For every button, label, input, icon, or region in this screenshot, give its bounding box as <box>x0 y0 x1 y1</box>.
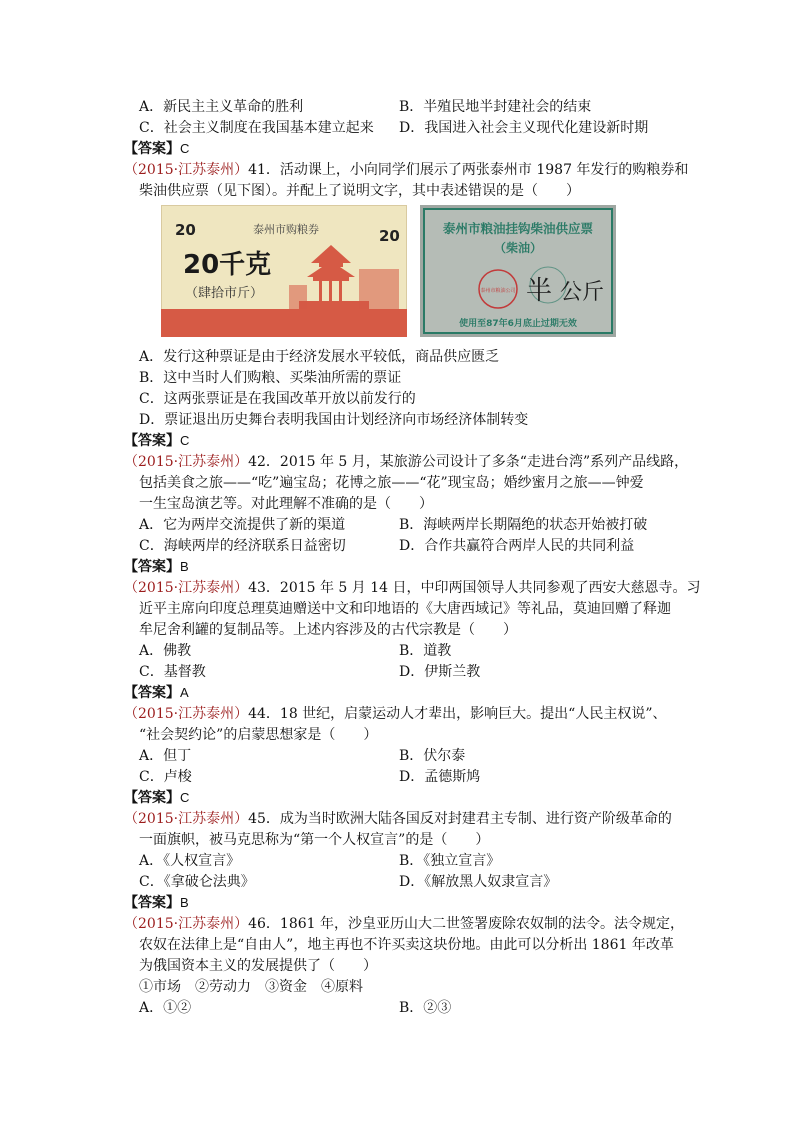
q43-answer <box>124 684 189 702</box>
q41-option-b: B．这中当时人们购粮、买柴油所需的票证 <box>139 370 402 386</box>
grain-coupon-denomination-left: 20 <box>175 221 196 239</box>
q40-option-a: A．新民主主义革命的胜利 <box>139 99 304 115</box>
q46-stem-line-2: 农奴在法律上是“自由人”，地主再也不许买卖这块份地。由此可以分析出 1861 年改革 <box>139 937 674 953</box>
q40-option-c: C．社会主义制度在我国基本建立起来 <box>139 120 374 136</box>
question-stem: 42．2015 年 5 月，某旅游公司设计了多条“走进台湾”系列产品线路， <box>248 454 689 470</box>
q42-answer <box>124 558 189 576</box>
q46-option-b: B．②③ <box>399 1000 452 1016</box>
grain-coupon-issuer: 泰州市购粮券 <box>253 223 319 236</box>
q41-answer <box>124 432 189 450</box>
diesel-ticket-title: 泰州市粮油挂钩柴油供应票 <box>442 221 594 236</box>
diesel-ticket-image <box>420 205 616 337</box>
q41-option-d: D．票证退出历史舞台表明我国由计划经济向市场经济体制转变 <box>139 412 529 428</box>
q44-option-a: A．但丁 <box>139 748 192 764</box>
answer-value: C <box>180 433 190 448</box>
q44-option-b: B．伏尔泰 <box>399 748 466 764</box>
q42-option-d: D．合作共赢符合两岸人民的共同利益 <box>399 538 635 554</box>
q42-stem-line-3: 一生宝岛演艺等。对此理解不准确的是（ ） <box>139 496 433 512</box>
grain-coupon-image <box>161 205 407 337</box>
answer-value: C <box>180 790 190 805</box>
q44-stem-line-1 <box>124 705 667 723</box>
q43-stem-line-2: 近平主席向印度总理莫迪赠送中文和印地语的《大唐西域记》等礼品，莫迪回赠了释迦 <box>139 601 671 617</box>
q45-answer <box>124 894 189 912</box>
q42-option-b: B．海峡两岸长期隔绝的状态开始被打破 <box>399 517 648 533</box>
q43-stem-line-1 <box>124 579 701 597</box>
q45-option-a: A．《人权宣言》 <box>139 853 241 869</box>
q45-option-c: C．《拿破仑法典》 <box>139 874 255 890</box>
question-stem: 46．1861 年，沙皇亚历山大二世签署废除农奴制的法令。法令规定， <box>248 916 684 932</box>
answer-label: 【答案】 <box>124 141 180 157</box>
q44-answer <box>124 789 189 807</box>
q43-option-c: C．基督教 <box>139 664 206 680</box>
answer-label: 【答案】 <box>124 895 180 911</box>
question-source: （2015·江苏泰州） <box>124 454 249 470</box>
diesel-ticket-subtitle: （柴油） <box>493 241 543 255</box>
q40-option-d: D．我国进入社会主义现代化建设新时期 <box>399 120 649 136</box>
answer-value: C <box>180 141 190 156</box>
answer-label: 【答案】 <box>124 790 180 806</box>
q45-option-b: B．《独立宣言》 <box>399 853 501 869</box>
q41-option-a: A．发行这种票证是由于经济发展水平较低，商品供应匮乏 <box>139 349 500 365</box>
question-stem: 44．18 世纪，启蒙运动人才辈出，影响巨大。提出“人民主权说”、 <box>248 706 667 722</box>
diesel-ticket-amount-unit: 公斤 <box>560 280 605 305</box>
q43-option-d: D．伊斯兰教 <box>399 664 481 680</box>
q40-option-b: B．半殖民地半封建社会的结束 <box>399 99 592 115</box>
q42-option-c: C．海峡两岸的经济联系日益密切 <box>139 538 346 554</box>
q40-answer <box>124 140 189 158</box>
answer-value: A <box>180 685 189 700</box>
question-source: （2015·江苏泰州） <box>124 916 249 932</box>
q43-option-a: A．佛教 <box>139 643 192 659</box>
answer-value: B <box>180 895 189 910</box>
question-source: （2015·江苏泰州） <box>124 811 249 827</box>
grain-coupon-amount: 20千克 <box>183 250 272 280</box>
question-stem: 41．活动课上，小向同学们展示了两张泰州市 1987 年发行的购粮券和 <box>248 162 689 178</box>
q45-stem-line-2: 一面旗帜，被马克思称为“第一个人权宣言”的是（ ） <box>139 832 490 848</box>
q41-option-c: C．这两张票证是在我国改革开放以前发行的 <box>139 391 416 407</box>
diesel-ticket-amount-big: 半 <box>526 276 553 306</box>
answer-label: 【答案】 <box>124 559 180 575</box>
q42-stem-line-2: 包括美食之旅——“吃”遍宝岛；花博之旅——“花”现宝岛；婚纱蜜月之旅——钟爱 <box>139 475 644 491</box>
grain-coupon-amount-note: （肆拾市斤） <box>185 286 264 301</box>
q46-option-a: A．①② <box>139 1000 192 1016</box>
q46-stem-line-3: 为俄国资本主义的发展提供了（ ） <box>139 958 377 974</box>
answer-label: 【答案】 <box>124 433 180 449</box>
q46-choices: ①市场 ②劳动力 ③资金 ④原料 <box>139 979 363 995</box>
q42-option-a: A．它为两岸交流提供了新的渠道 <box>139 517 346 533</box>
q46-stem-line-1 <box>124 915 684 933</box>
q41-stem-line-1 <box>124 161 688 179</box>
question-source: （2015·江苏泰州） <box>124 706 249 722</box>
q42-stem-line-1 <box>124 453 688 471</box>
question-source: （2015·江苏泰州） <box>124 580 249 596</box>
q45-option-d: D．《解放黑人奴隶宣言》 <box>399 874 558 890</box>
question-stem: 45．成为当时欧洲大陆各国反对封建君主专制、进行资产阶级革命的 <box>248 811 672 827</box>
q45-stem-line-1 <box>124 810 672 828</box>
q44-option-d: D．孟德斯鸠 <box>399 769 481 785</box>
answer-label: 【答案】 <box>124 685 180 701</box>
q41-stem-line-2: 柴油供应票（见下图）。并配上了说明文字，其中表述错误的是（ ） <box>139 183 580 199</box>
grain-coupon-denomination-right: 20 <box>379 227 400 245</box>
question-source: （2015·江苏泰州） <box>124 162 249 178</box>
diesel-ticket-stamp: 泰州市粮油公司 <box>480 288 516 294</box>
diesel-ticket-validity: 使用至87年6月底止过期无效 <box>459 319 577 329</box>
answer-value: B <box>180 559 189 574</box>
q44-stem-line-2: “社会契约论”的启蒙思想家是（ ） <box>139 727 378 743</box>
q43-option-b: B．道教 <box>399 643 452 659</box>
q44-option-c: C．卢梭 <box>139 769 192 785</box>
question-stem: 43．2015 年 5 月 14 日，中印两国领导人共同参观了西安大慈恩寺。习 <box>248 580 701 596</box>
q43-stem-line-3: 牟尼舍利罐的复制品等。上述内容涉及的古代宗教是（ ） <box>139 622 517 638</box>
